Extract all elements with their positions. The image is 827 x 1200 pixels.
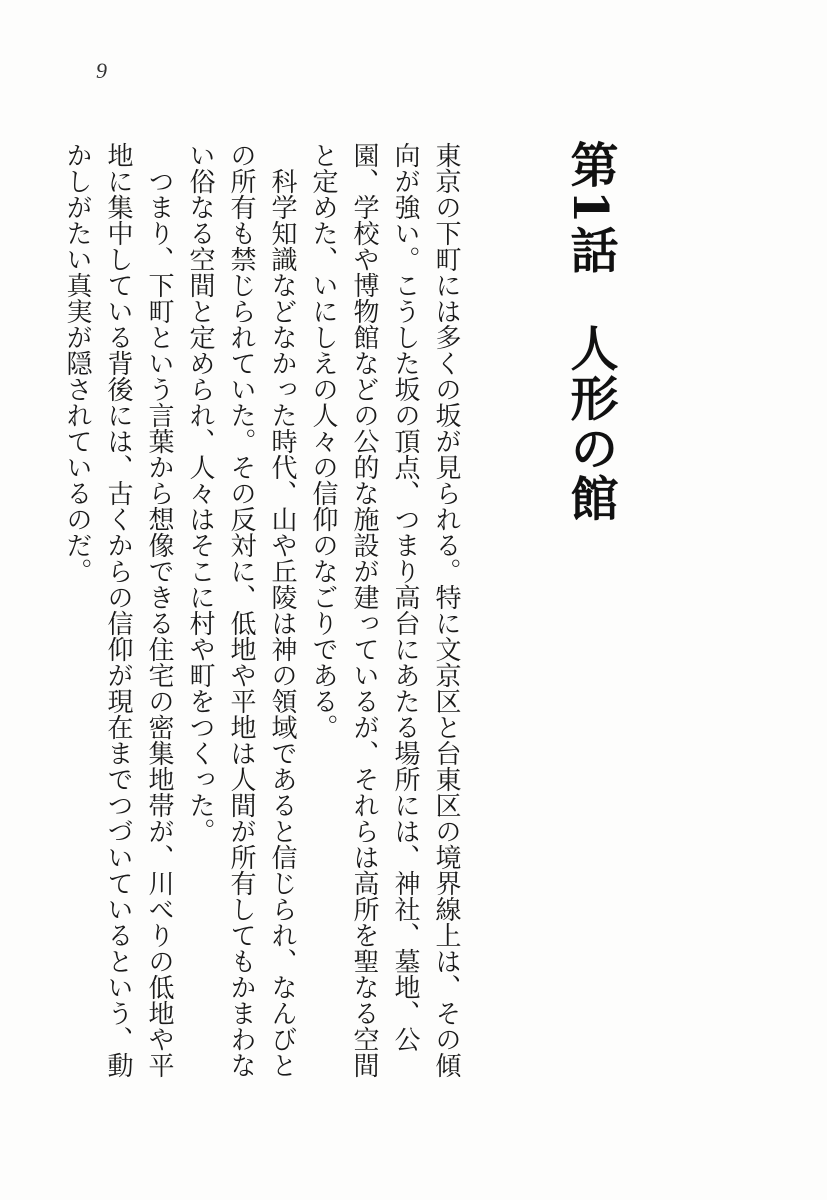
chapter-heading [560,140,620,523]
chapter-title: 人形の館 [562,323,618,524]
paragraph-1: 東京の下町には多くの坂が見られる。特に文京区と台東区の境界線上は、その傾向が強い。こうした坂の頂点、つまり高台にあたる場所には、神社、墓地、公園、学校や博物館などの公的な施設が建っているが、それらは高所を聖なる空間と定めた、いにしえの人々の信仰のなごりである。 [308,142,461,1078]
paragraph-2: 科学知識などなかった時代、山や丘陵は神の領域であると信じられ、なんびとの所有も禁じられていた。その反対に、低地や平地は人間が所有してもかまわない俗なる空間と定められ、人々はそこに村や町をつくった。 [185,142,297,1078]
paragraph-3: つまり、下町という言葉から想像できる住宅の密集地帯が、川べりの低地や平地に集中している背後には、古くからの信仰が現在までつづいているという、動かしがたい真実が隠されているのだ。 [62,142,174,1078]
chapter-label: 第1話 [562,140,618,276]
body-text [62,142,466,1102]
page-number: 9 [96,58,107,83]
